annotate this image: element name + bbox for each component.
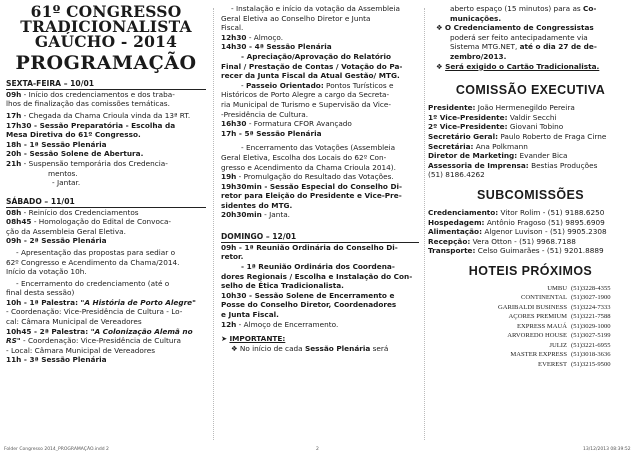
column-committees-hotels	[428, 4, 633, 369]
schedule-item: 19h - Promulgação do Resultado das Votações.	[221, 172, 394, 182]
hotel-row: EXPRESS MAUÁ (51)3029-1000	[516, 322, 611, 330]
print-slug-page: 2	[316, 447, 319, 452]
column-divider	[424, 8, 425, 440]
executive-committee-heading: COMISSÃO EXECUTIVA	[455, 83, 606, 98]
schedule-item: 10h30 - Sessão Solene de Encerramento e	[221, 290, 395, 300]
column-divider	[213, 8, 214, 440]
schedule-item: Final / Prestação de Contas / Votação do Pa-	[221, 61, 403, 71]
schedule-item: sidentes do MTG.	[221, 200, 293, 210]
schedule-item: -Presidência de Cultura.	[221, 109, 309, 119]
note-line: municações.	[450, 13, 502, 23]
schedule-item: ria Municipal de Turismo e Supervisão da Vice-	[221, 99, 392, 109]
hotel-row: AÇORES PREMIUM (51)3221-7588	[508, 313, 611, 321]
hotel-row: MASTER EXPRESS (51)3018-3636	[510, 351, 611, 359]
schedule-item: - Passeio Orientado: Pontos Turísticos e	[241, 80, 394, 90]
schedule-item: 20h30min - Janta.	[221, 210, 290, 220]
nearby-hotels-heading: HOTEIS PRÓXIMOS	[468, 263, 593, 278]
schedule-item: selho de Ética Tradicionalista.	[221, 281, 344, 291]
hotel-row: JULIZ (51)3221-6955	[549, 341, 611, 349]
schedule-item: 17h - Chegada da Chama Crioula vinda da 13ª RT.	[6, 110, 191, 120]
schedule-item: ção da Assembleia Geral Eletiva.	[6, 226, 126, 236]
congress-title-line3: GAÚCHO - 2014	[34, 32, 178, 51]
note-line: ❖ Será exigido o Cartão Tradicionalista.	[436, 61, 600, 71]
schedule-item: 17h30 - Sessão Preparatória - Escolha da	[6, 120, 176, 130]
day-heading-friday: SEXTA-FEIRA – 10/01	[6, 79, 206, 90]
schedule-item: Mesa Diretiva do 61º Congresso.	[6, 130, 141, 140]
hotel-row: EVEREST (51)3215-9500	[538, 360, 611, 368]
subcommittee-item: Alimentação: Algenor Luvison - (51) 9905.2308	[428, 227, 607, 237]
schedule-item: mentos.	[48, 168, 78, 178]
note-line: Sistema MTG.NET, até o dia 27 de de-	[450, 42, 597, 52]
hotel-row: UMBU (51)3228-4355	[547, 284, 611, 292]
hotel-row: CONTINENTAL (51)3027-1900	[521, 294, 611, 302]
subcommittee-item: Recepção: Vera Otton - (51) 9968.7188	[428, 236, 576, 246]
committee-member: (51) 8186.4262	[428, 170, 485, 180]
hotel-list	[428, 284, 633, 370]
day-heading-saturday: SÁBADO – 11/01	[6, 197, 206, 208]
hotel-row: ARVOREDO HOUSE (51)3027-5199	[507, 332, 611, 340]
schedule-item: 20h - Sessão Solene de Abertura.	[6, 149, 144, 159]
schedule-item: - Apreciação/Aprovação do Relatório	[241, 51, 392, 61]
schedule-item: - Coordenação: Vice-Presidência de Cultura - Lo-	[6, 307, 183, 317]
schedule-item: cal: Câmara Municipal de Vereadores	[6, 317, 142, 327]
schedule-item: 17h - 5ª Sessão Plenária	[221, 128, 322, 138]
note-line: poderá ser feito antecipadamente via	[450, 32, 588, 42]
saturday-schedule	[6, 208, 206, 366]
schedule-item: 10h - 1ª Palestra: "A História de Porto Alegre"	[6, 297, 196, 307]
committee-member: 1º Vice-Presidente: Valdir Secchi	[428, 112, 557, 122]
schedule-item: 08h - Reinício dos Credenciamentos	[6, 207, 139, 217]
schedule-item: gresso e Acendimento da Chama Crioula 2014).	[221, 162, 396, 172]
schedule-item: - 1ª Reunião Ordinária dos Coordena-	[241, 262, 395, 272]
important-note: ❖ No início de cada Sessão Plenária será	[231, 343, 389, 353]
schedule-item: 09h - Início dos credenciamentos e dos traba-	[6, 89, 175, 99]
schedule-item: dores Regionais / Escolha e Instalação do Con-	[221, 271, 413, 281]
committee-member: Assessoria de Imprensa: Bestias Produções	[428, 160, 598, 170]
schedule-item: 10h45 - 2ª Palestra: "A Colonização Alemã no	[6, 326, 193, 336]
schedule-item: 18h - 1ª Sessão Plenária	[6, 139, 107, 149]
schedule-item: lhos de finalização das comissões temáticas.	[6, 99, 170, 109]
schedule-item: 16h30 - Formatura CFOR Avançado	[221, 119, 352, 129]
bullet-icon: ❖	[436, 61, 443, 71]
note-line: ❖ O Credenciamento de Congressistas	[436, 23, 594, 33]
schedule-item: 09h - 1ª Reunião Ordinária do Conselho Di-	[221, 242, 398, 252]
schedule-item: retor.	[221, 252, 244, 262]
print-slug-file: Folder Congresso 2014_PROGRAMAÇÃO.indd 2	[4, 447, 109, 452]
schedule-item: Históricos de Porto Alegre a cargo da Secreta-	[221, 90, 390, 100]
day-heading-sunday: DOMINGO – 12/01	[221, 232, 419, 243]
schedule-item: 08h45 - Homologação do Edital de Convoca-	[6, 217, 172, 227]
schedule-item: retor para Eleição do Presidente e Vice-Pre-	[221, 191, 402, 201]
important-heading: ➤ IMPORTANTE:	[221, 334, 286, 344]
congress-title-line1: 61º CONGRESSO	[30, 2, 182, 21]
committee-member: 2º Vice-Presidente: Giovani Tobino	[428, 122, 564, 132]
schedule-item: 09h - 2ª Sessão Plenária	[6, 236, 107, 246]
schedule-item: Início da votação 10h.	[6, 267, 87, 277]
schedule-item: final desta sessão)	[6, 288, 75, 298]
schedule-item: 19h30min - Sessão Especial do Conselho Di-	[221, 181, 403, 191]
schedule-item: - Encerramento das Votações (Assembleia	[241, 143, 396, 153]
schedule-item: 62º Congresso e Acendimento da Chama/2014.	[6, 257, 180, 267]
subcommittee-item: Transporte: Celso Guimarães - (51) 9201.8889	[428, 246, 604, 256]
print-slug-date: 13/12/2013 08:39:52	[583, 447, 631, 452]
schedule-item: - Apresentação das propostas para sediar o	[16, 247, 176, 257]
schedule-item: Geral Eletiva, Escolha dos Locais do 62º Con-	[221, 152, 387, 162]
schedule-item: Geral Eletiva ao Conselho Diretor e Junta	[221, 13, 371, 23]
schedule-item: 11h - 3ª Sessão Plenária	[6, 355, 107, 365]
schedule-item: - Instalação e início da votação da Assembleia	[231, 4, 401, 13]
schedule-item: 21h - Suspensão temporária dos Credencia-	[6, 158, 168, 168]
schedule-item: 12h - Almoço de Encerramento.	[221, 319, 339, 329]
schedule-item: 14h30 - 4ª Sessão Plenária	[221, 42, 332, 52]
schedule-item: e Junta Fiscal.	[221, 310, 279, 320]
schedule-item: Fiscal.	[221, 23, 244, 33]
committee-member: Secretário Geral: Paulo Roberto de Fraga Cirne	[428, 131, 607, 141]
schedule-item: - Encerramento do credenciamento (até o	[16, 278, 170, 288]
programacao-heading: PROGRAMAÇÃO	[15, 52, 197, 74]
arrow-icon: ➤	[221, 334, 228, 344]
subcommittee-item: Credenciamento: Vitor Rolim - (51) 9188.6250	[428, 207, 605, 217]
committee-member: Secretária: Ana Polkmann	[428, 141, 528, 151]
hotel-row: GARIBALDI BUSINESS (51)3224-7333	[497, 303, 611, 311]
schedule-item: 12h30 - Almoço.	[221, 32, 284, 42]
schedule-item: recer da Junta Fiscal da Atual Gestão/ MTG.	[221, 71, 400, 81]
committee-member: Presidente: João Hermenegildo Pereira	[428, 103, 575, 113]
committee-member: Diretor de Marketing: Evander Bica	[428, 151, 568, 161]
schedule-item: - Local: Câmara Municipal de Vereadores	[6, 345, 156, 355]
congress-title-line2: TRADICIONALISTA	[20, 17, 192, 36]
note-line: zembro/2013.	[450, 51, 507, 61]
schedule-item: - Jantar.	[52, 178, 81, 188]
schedule-item: Posse do Conselho Diretor, Coordenadores	[221, 300, 397, 310]
friday-schedule	[6, 90, 206, 188]
column-schedule-saturday-sunday	[221, 4, 419, 353]
column-schedule-friday-saturday	[6, 0, 206, 365]
bullet-icon: ❖	[436, 23, 443, 33]
bullet-icon: ❖	[231, 343, 238, 353]
subcommittees-heading: SUBCOMISSÕES	[477, 187, 584, 202]
subcommittee-item: Hospedagem: Antônio Fragoso (51) 9895.6909	[428, 217, 605, 227]
note-line: aberto espaço (15 minutos) para as Co-	[450, 4, 597, 13]
schedule-item: RS" - Coordenação: Vice-Presidência de Cultura	[6, 336, 181, 346]
